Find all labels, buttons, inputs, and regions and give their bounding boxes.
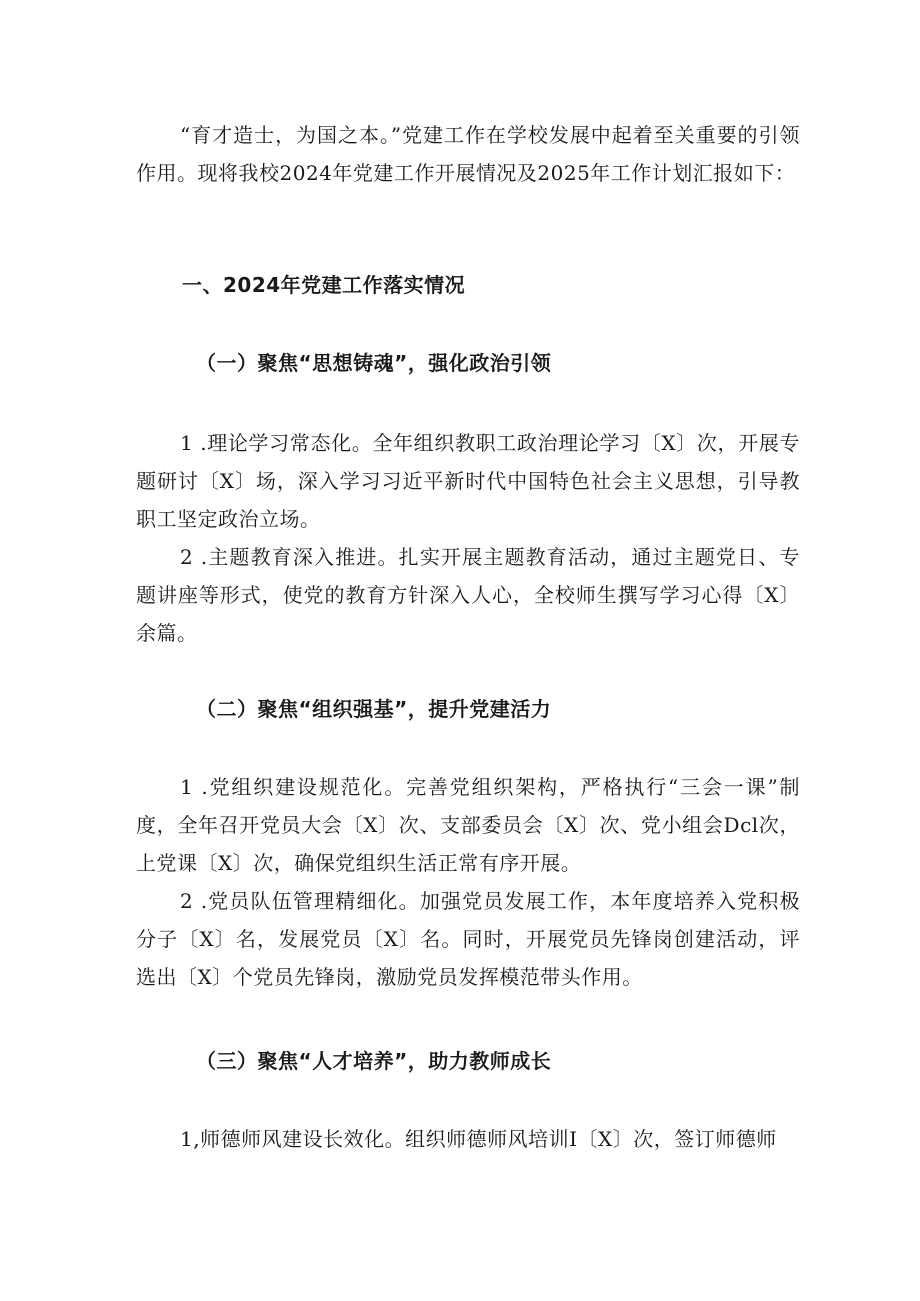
paragraph-2-2: 2 .党员队伍管理精细化。加强党员发展工作，本年度培养入党积极分子〔X〕名，发展党员〔X〕名。同时，开展党员先锋岗创建活动，评选出〔X〕个党员先锋岗，激励党员发挥模范带头作用。	[136, 889, 800, 989]
subsection-heading-1: （一）聚焦“思想铸魂”，强化政治引领	[196, 351, 552, 375]
intro-paragraph: “育才造士，为国之本。”党建工作在学校发展中起着至关重要的引领作用。现将我校2024年党建工作开展情况及2025年工作计划汇报如下：	[136, 123, 800, 185]
subsection-heading-2: （二）聚焦“组织强基”，提升党建活力	[196, 697, 552, 721]
section-heading-1: 一、2024年党建工作落实情况	[182, 273, 466, 297]
paragraph-1-2: 2 .主题教育深入推进。扎实开展主题教育活动，通过主题党日、专题讲座等形式，使党的教育方针深入人心，全校师生撰写学习心得〔X〕余篇。	[136, 545, 800, 645]
paragraph-1-1: 1 .理论学习常态化。全年组织教职工政治理论学习〔X〕次，开展专题研讨〔X〕场，深入学习习近平新时代中国特色社会主义思想，引导教职工坚定政治立场。	[136, 431, 800, 531]
subsection-heading-3: （三）聚焦“人才培养”，助力教师成长	[196, 1049, 552, 1073]
paragraph-3-1: 1,师德师风建设长效化。组织师德师风培训I〔X〕次，签订师德师	[180, 1127, 777, 1151]
paragraph-2-1: 1 .党组织建设规范化。完善党组织架构，严格执行“三会一课”制度，全年召开党员大会〔X〕次、支部委员会〔X〕次、党小组会Dcl次，上党课〔X〕次，确保党组织生活正常有序开展。	[136, 775, 800, 875]
